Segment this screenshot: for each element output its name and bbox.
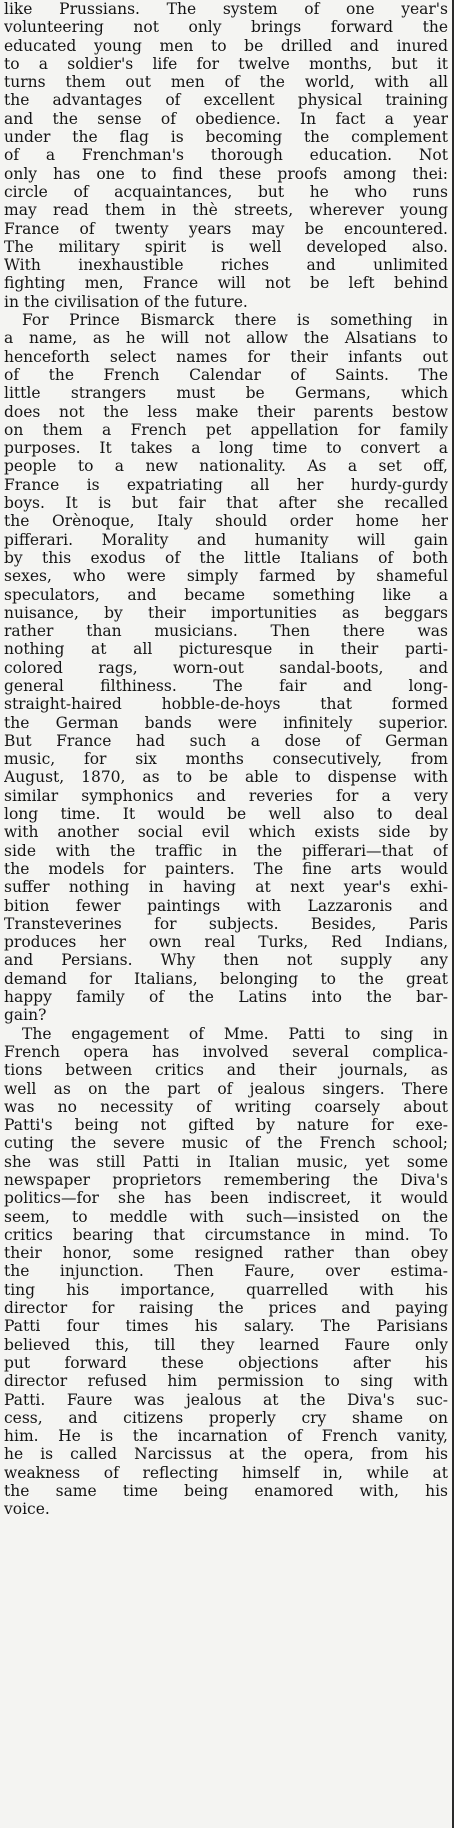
text-line: only has one to find these proofs among thei: — [4, 164, 448, 183]
text-line: French opera has involved several complica- — [4, 1042, 448, 1061]
text-line: newspaper proprietors remembering the Diva's — [4, 1171, 448, 1189]
text-line: With inexhaustible riches and unlimited — [4, 256, 448, 275]
text-line: critics bearing that circumstance in mind. To — [4, 1225, 448, 1244]
text-line: similar symphonics and reveries for a very — [4, 786, 448, 805]
text-line: director for raising the prices and paying — [4, 1299, 448, 1318]
text-line: cuting the severe music of the French school; — [4, 1134, 448, 1153]
text-line: educated young men to be drilled and inured — [4, 36, 448, 55]
text-line: purposes. It takes a long time to convert a — [4, 439, 448, 458]
text-line: him. He is the incarnation of French vanity, — [4, 1427, 448, 1446]
text-line: rather than musicians. Then there was — [4, 622, 448, 641]
text-line: well as on the part of jealous singers. There — [4, 1079, 448, 1098]
text-line: fighting men, France will not be left behind — [4, 274, 448, 293]
text-line: For Prince Bismarck there is something in — [22, 311, 448, 330]
text-line: gain? — [4, 1006, 47, 1025]
text-line: Patti's being not gifted by nature for exe- — [4, 1116, 448, 1135]
text-line: The military spirit is well developed also. — [4, 237, 448, 256]
text-line: tions between critics and their journals, as — [4, 1061, 448, 1080]
text-line: sexes, who were simply farmed by shameful — [4, 567, 448, 586]
article-column — [4, 0, 448, 1519]
text-line: director refused him permission to sing with — [4, 1372, 448, 1391]
text-line: volunteering not only brings forward the — [4, 18, 448, 37]
text-line: and the sense of obedience. In fact a year — [4, 109, 448, 128]
text-line: the same time being enamored with, his — [4, 1482, 448, 1501]
text-line: August, 1870, as to be able to dispense with — [4, 768, 448, 787]
text-line: in the civilisation of the future. — [4, 292, 248, 311]
text-line: straight-haired hobble-de-hoys that formed — [4, 695, 448, 714]
text-line: nuisance, by their importunities as beggars — [4, 603, 448, 622]
text-line: Transteverines for subjects. Besides, Paris — [4, 914, 448, 933]
article-body — [4, 0, 448, 1519]
text-line: speculators, and became something like a — [4, 585, 448, 604]
text-line: of a Frenchman's thorough education. Not — [4, 146, 448, 165]
text-line: of the French Calendar of Saints. The — [4, 365, 448, 384]
text-line: under the flag is becoming the complement — [4, 128, 448, 147]
text-line: boys. It is but fair that after she recalled — [4, 494, 448, 513]
text-line: Patti. Faure was jealous at the Diva's suc- — [4, 1390, 448, 1409]
text-line: by this exodus of the little Italians of both — [4, 548, 448, 567]
text-line: demand for Italians, belonging to the great — [4, 969, 448, 988]
text-line: may read them in thè streets, wherever young — [4, 201, 448, 220]
text-line: But France had such a dose of German — [4, 731, 448, 750]
text-line: was no necessity of writing coarsely about — [4, 1097, 448, 1116]
text-line: long time. It would be well also to deal — [4, 805, 448, 824]
text-line: circle of acquaintances, but he who runs — [4, 182, 448, 201]
text-line: general filthiness. The fair and long- — [4, 676, 448, 695]
text-line: colored rags, worn-out sandal-boots, and — [4, 658, 448, 677]
article-paragraph — [4, 0, 448, 311]
text-line: cess, and citizens properly cry shame on — [4, 1408, 448, 1427]
text-line: weakness of reflecting himself in, while at — [4, 1463, 448, 1482]
text-line: music, for six months consecutively, from — [4, 750, 448, 769]
text-line: henceforth select names for their infants out — [4, 347, 448, 366]
text-line: like Prussians. The system of one year's — [4, 0, 448, 18]
text-line: the models for painters. The fine arts would — [4, 859, 448, 878]
text-line: Patti four times his salary. The Parisians — [4, 1317, 448, 1336]
text-line: France of twenty years may be encountered. — [4, 219, 448, 238]
text-line: believed this, till they learned Faure only — [4, 1335, 448, 1354]
text-line: to a soldier's life for twelve months, but it — [4, 54, 448, 73]
text-line: the German bands were infinitely superior. — [4, 713, 448, 732]
text-line: politics—for she has been indiscreet, it would — [4, 1189, 448, 1208]
text-line: seem, to meddle with such—insisted on the — [4, 1207, 448, 1226]
text-line: voice. — [4, 1500, 50, 1519]
text-line: the Orènoque, Italy should order home her — [4, 512, 448, 531]
text-line: turns them out men of the world, with all — [4, 73, 448, 92]
text-line: she was still Patti in Italian music, yet some — [4, 1152, 448, 1171]
text-line: side with the traffic in the pifferari—that of — [4, 841, 448, 860]
text-line: the advantages of excellent physical training — [4, 91, 448, 110]
text-line: a name, as he will not allow the Alsatians to — [4, 329, 448, 348]
text-line: the injunction. Then Faure, over estima- — [4, 1262, 448, 1281]
text-line: happy family of the Latins into the bar- — [4, 988, 448, 1007]
text-line: suffer nothing in having at next year's exhi- — [4, 878, 448, 897]
text-line: little strangers must be Germans, which — [4, 384, 448, 403]
text-line: The engagement of Mme. Patti to sing in — [22, 1024, 448, 1043]
text-line: their honor, some resigned rather than obey — [4, 1244, 448, 1263]
text-line: with another social evil which exists side by — [4, 823, 448, 842]
text-line: on them a French pet appellation for family — [4, 420, 448, 439]
text-line: pifferari. Morality and humanity will gain — [4, 530, 448, 549]
text-line: people to a new nationality. As a set off, — [4, 457, 448, 476]
article-paragraph — [4, 311, 448, 1025]
text-line: produces her own real Turks, Red Indians, — [4, 933, 448, 952]
text-line: does not the less make their parents bestow — [4, 402, 448, 421]
article-paragraph — [4, 1025, 448, 1519]
text-line: put forward these objections after his — [4, 1353, 448, 1372]
text-line: France is expatriating all her hurdy-gurdy — [4, 475, 448, 494]
text-line: bition fewer paintings with Lazzaronis and — [4, 896, 448, 915]
text-line: and Persians. Why then not supply any — [4, 951, 448, 970]
text-line: he is called Narcissus at the opera, from his — [4, 1445, 448, 1464]
text-line: ting his importance, quarrelled with his — [4, 1280, 448, 1299]
text-line: nothing at all picturesque in their parti- — [4, 640, 448, 659]
